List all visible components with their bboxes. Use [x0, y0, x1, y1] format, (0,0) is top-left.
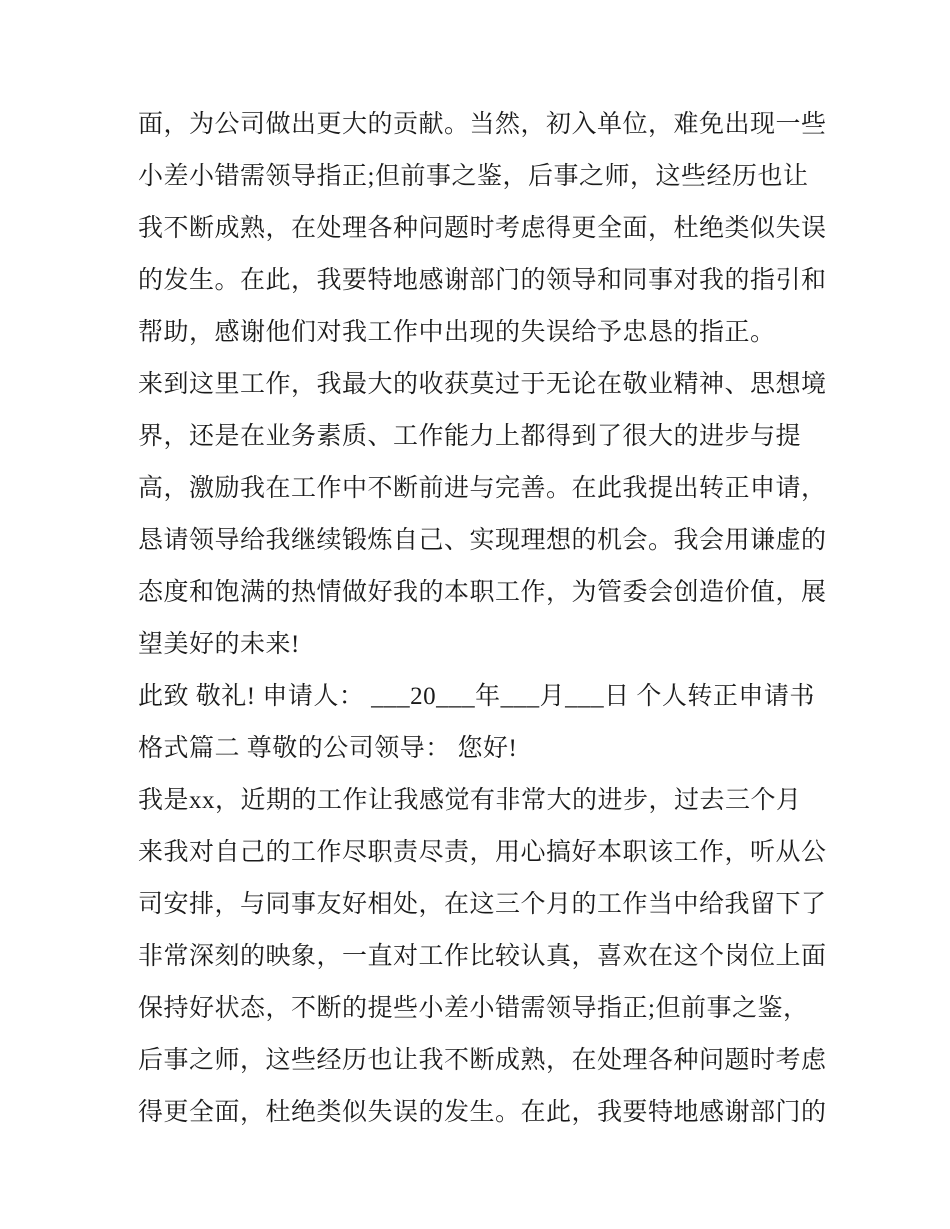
text-line: 此致 敬礼! 申请人： ___20___年___月___日 个人转正申请书	[138, 683, 815, 710]
text-line: 保持好状态，不断的提些小差小错需领导指正;但前事之鉴，	[138, 995, 809, 1022]
text-line: 界，还是在业务素质、工作能力上都得到了很大的进步与提	[138, 423, 802, 450]
document-text-block	[138, 99, 828, 1139]
text-line: 小差小错需领导指正;但前事之鉴，后事之师，这些经历也让	[138, 163, 809, 190]
text-line: 态度和饱满的热情做好我的本职工作，为管委会创造价值，展	[138, 579, 827, 606]
text-line: 的发生。在此，我要特地感谢部门的领导和同事对我的指引和	[138, 267, 827, 294]
text-line: 高，激励我在工作中不断前进与完善。在此我提出转正申请，	[138, 475, 827, 502]
text-line: 得更全面，杜绝类似失误的发生。在此，我要特地感谢部门的	[138, 1099, 827, 1126]
text-line: 帮助，感谢他们对我工作中出现的失误给予忠恳的指正。	[138, 319, 776, 346]
text-line: 格式篇二 尊敬的公司领导： 您好!	[138, 735, 518, 762]
text-line: 司安排，与同事友好相处，在这三个月的工作当中给我留下了	[138, 891, 827, 918]
text-line: 非常深刻的映象，一直对工作比较认真，喜欢在这个岗位上面	[138, 943, 827, 970]
text-line: 望美好的未来!	[138, 631, 300, 658]
text-line: 恳请领导给我继续锻炼自己、实现理想的机会。我会用谦虚的	[138, 527, 827, 554]
text-line: 面，为公司做出更大的贡献。当然，初入单位，难免出现一些	[138, 111, 827, 138]
text-line: 我是xx，近期的工作让我感觉有非常大的进步，过去三个月	[138, 787, 802, 814]
text-line: 我不断成熟，在处理各种问题时考虑得更全面，杜绝类似失误	[138, 215, 827, 242]
text-line: 后事之师，这些经历也让我不断成熟，在处理各种问题时考虑	[138, 1047, 827, 1074]
text-line: 来我对自己的工作尽职责尽责，用心搞好本职该工作，听从公	[138, 839, 827, 866]
text-line: 来到这里工作，我最大的收获莫过于无论在敬业精神、思想境	[138, 371, 827, 398]
